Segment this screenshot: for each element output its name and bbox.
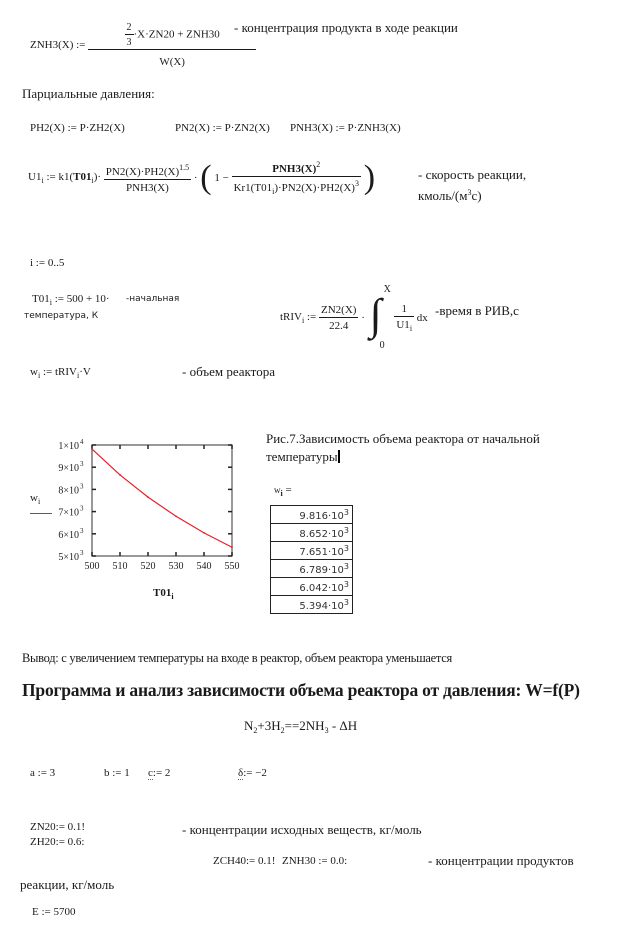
two: 2: [126, 22, 132, 33]
zh20-definition[interactable]: ZH20:= 0.6:: [30, 836, 85, 848]
left-paren: (: [200, 159, 212, 196]
conclusion: Вывод: с увеличением температуры на входе в реактор, объем реактора уменьшается: [22, 651, 452, 665]
y-tick-exponent: 3: [80, 526, 84, 535]
x-tick-label: 510: [112, 561, 128, 572]
y-tick-label: 6×10: [58, 529, 79, 541]
result-table-body: [271, 506, 353, 614]
right-paren: ): [363, 159, 376, 196]
three: 3: [125, 34, 134, 48]
eq-znh3-denominator: W(X): [88, 49, 256, 68]
coef-delta[interactable]: δ:= −2: [238, 767, 267, 779]
y-tick-label: 9×10: [58, 463, 79, 475]
result-row: [271, 578, 353, 596]
initial-conc-comment: - концентрации исходных веществ, кг/моль: [182, 822, 422, 837]
y-tick-exponent: 3: [80, 460, 84, 469]
u1-fraction-1: $\frac{PN2(X)\cdot PH2(X)^{1.5}}{\text{PNH3(X)}}$: [105, 162, 190, 194]
x-tick-label: 500: [84, 561, 100, 572]
y-tick-label: 1×10: [58, 441, 79, 452]
result-cell[interactable]: $6.042\cdot 10^3$: [271, 578, 353, 596]
w-definition[interactable]: $w_i$ := tRIV$_i$·V: [30, 366, 91, 380]
triv-fraction: $\frac{ZN2(X)}{22.4}$: [321, 304, 357, 332]
coef-a[interactable]: a := 3: [30, 767, 56, 779]
u1-lhs: $U1_i$ := $k1(T01_i)\cdot$: [28, 171, 102, 185]
w-comment: - объем реактора: [182, 364, 275, 379]
coef-c[interactable]: c:= 2: [148, 767, 171, 779]
result-table[interactable]: [270, 505, 353, 614]
result-cell[interactable]: $8.652\cdot 10^3$: [271, 524, 353, 542]
x-tick-label: 550: [224, 561, 240, 572]
range-definition[interactable]: i := 0..5: [30, 257, 65, 269]
znh30-definition[interactable]: ZNH30 := 0.0:: [282, 855, 348, 867]
integral-sign: ∫: [369, 290, 382, 339]
data-point: [147, 496, 149, 498]
triv-definition[interactable]: tRIV$_i$ := $\frac{ZN2(X)}{22.4}$ · ∫ X 0 $\frac{1}{U1_i}$ dx: [280, 284, 428, 351]
two-thirds: [125, 22, 134, 48]
one-minus: 1 −: [214, 172, 229, 184]
data-point: [231, 546, 233, 548]
x-tick-label: 520: [140, 561, 156, 572]
x-axis-label: $T01_i$: [153, 587, 174, 601]
text-cursor: [338, 450, 340, 463]
partial-pressures-heading: Парциальные давления:: [22, 86, 155, 101]
data-point: [91, 448, 93, 450]
eq-ph2[interactable]: PH2(X) := P·ZH2(X): [30, 122, 125, 134]
data-point: [175, 515, 177, 517]
coef-b[interactable]: b := 1: [104, 767, 130, 779]
t01-comment-a: -начальная: [126, 294, 180, 304]
eq-znh3[interactable]: [30, 22, 256, 68]
u1-fraction-2: $\frac{PNH3(X)^2}{Kr1(T01_i)\cdot PN2(X)\cdot PH2(X)^3}$: [233, 160, 359, 196]
y-tick-exponent: 4: [80, 438, 84, 446]
reaction-equation: $N_2+3H_2==2NH_3 - \Delta H$: [244, 718, 358, 735]
zch40-definition[interactable]: ZCH40:= 0.1!: [213, 855, 276, 867]
result-cell[interactable]: $7.651\cdot 10^3$: [271, 542, 353, 560]
figure-caption-line2[interactable]: температуры: [266, 449, 338, 464]
y-tick-label: 5×10: [58, 552, 79, 563]
integral-upper: X: [383, 284, 391, 295]
t01-comment-b: температура, К: [24, 311, 99, 321]
integral-lower: 0: [379, 340, 385, 351]
figure-caption-line1: Рис.7.Зависимость объема реактора от начальной: [266, 431, 540, 446]
x-tick-label: 540: [196, 561, 212, 572]
result-cell[interactable]: $6.789\cdot 10^3$: [271, 560, 353, 578]
u1-comment: [418, 166, 526, 205]
u1-comment-line2: кмоль/$(м^3с)$: [418, 188, 482, 203]
legend-line: [30, 513, 52, 514]
result-cell[interactable]: $9.816\cdot 10^3$: [271, 506, 353, 524]
y-axis-label: $w_i$: [30, 492, 41, 506]
chart-layer: [58, 438, 239, 572]
eq-znh3-comment: - концентрация продукта в ходе реакции: [234, 20, 458, 35]
y-tick-label: 7×10: [58, 507, 79, 519]
result-row: [271, 560, 353, 578]
figure-caption: [266, 430, 540, 466]
triv-comment: -время в РИВ,с: [435, 303, 519, 318]
y-tick-exponent: 3: [80, 504, 84, 513]
zn20-definition[interactable]: ZN20:= 0.1!: [30, 821, 86, 833]
result-cell[interactable]: $5.394\cdot 10^3$: [271, 596, 353, 614]
eq-znh3-numerator: [88, 22, 256, 49]
series-line: [92, 449, 232, 547]
plot-frame: [92, 445, 232, 556]
eq-pn2[interactable]: PN2(X) := P·ZN2(X): [175, 122, 270, 134]
eq-znh3-fraction: [88, 22, 256, 68]
eq-znh3-lhs: ZNH3(X) :=: [30, 39, 86, 51]
product-conc-comment-a: - концентрации продуктов: [428, 853, 574, 868]
y-tick-label: 8×10: [58, 485, 79, 497]
eq-pnh3[interactable]: PNH3(X) := P·ZNH3(X): [290, 122, 401, 134]
t01-definition[interactable]: $T01_i$ := 500 + 10·: [32, 293, 110, 307]
data-point: [119, 474, 121, 476]
result-row: [271, 524, 353, 542]
section-title: Программа и анализ зависимости объема реактора от давления: W=f(P): [22, 680, 580, 700]
x-tick-label: 530: [168, 561, 184, 572]
e-definition[interactable]: E := 5700: [32, 906, 76, 918]
differential: dx: [416, 312, 428, 324]
product-conc-comment-b: реакции, кг/моль: [20, 877, 115, 892]
integrand: $\frac{1}{U1_i}$: [396, 303, 413, 333]
result-row: [271, 506, 353, 524]
integral: [368, 284, 392, 351]
y-tick-exponent: 3: [80, 482, 84, 491]
result-label: $w_i$ =: [274, 484, 292, 498]
eq-znh3-num-rest: ·X·ZN20 + ZNH30: [133, 28, 220, 41]
data-point: [203, 532, 205, 534]
volume-vs-temperature-chart[interactable]: [0, 430, 260, 610]
result-row: [271, 596, 353, 614]
y-tick-exponent: 3: [80, 549, 84, 557]
eq-u1[interactable]: $U1_i$ := $k1(T01_i)\cdot$ $\frac{PN2(X)\cdot PH2(X)^{1.5}}{\text{PNH3(X)}}$ · ( 1 − $\frac{PNH3(X)^2}{Kr1(T01_i)\cdot PN2(X)\cdot PH2(X)^3}$ ): [28, 159, 376, 196]
result-row: [271, 542, 353, 560]
y-axis-legend: [30, 492, 52, 514]
u1-comment-line1: - скорость реакции,: [418, 167, 527, 182]
